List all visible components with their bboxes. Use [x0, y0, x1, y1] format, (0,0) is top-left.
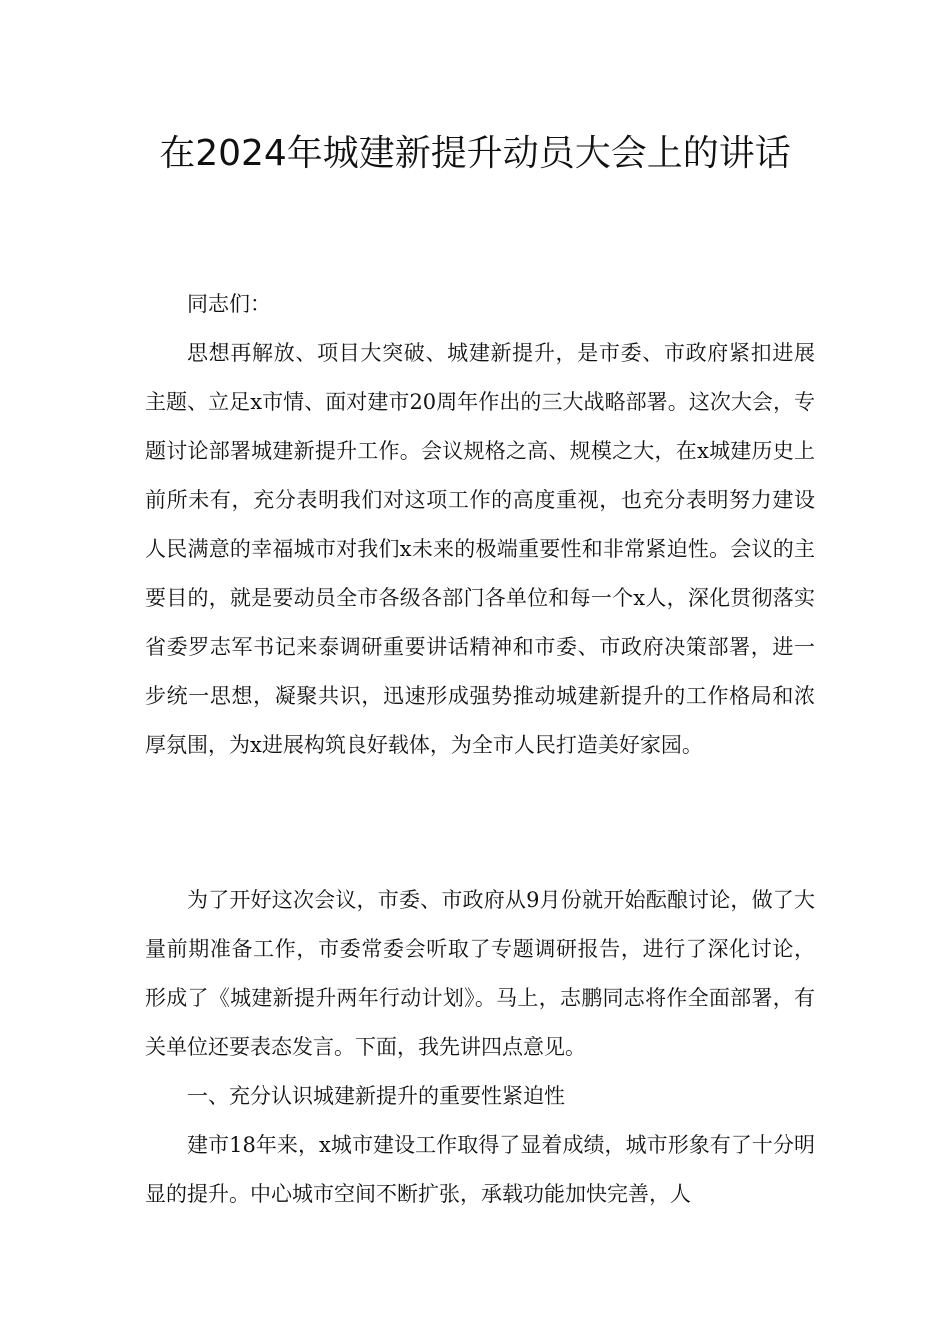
salutation: 同志们： [187, 292, 271, 316]
paragraph-intro: 思想再解放、项目大突破、城建新提升，是市委、市政府紧扣进展主题、立足x市情、面对建市20周年作出的三大战略部署。这次大会，专题讨论部署城建新提升工作。会议规格之高、规模之大，在x城建历史上前所未有，充分表明我们对这项工作的高度重视，也充分表明努力建设人民满意的幸福城市对我们x未来的极端重要性和非常紧迫性。会议的主要目的，就是要动员全市各级各部门各单位和每一个x人，深化贯彻落实省委罗志军书记来泰调研重要讲话精神和市委、市政府决策部署，进一步统一思想，凝聚共识，迅速形成强势推动城建新提升的工作格局和浓厚氛围，为x进展构筑良好载体，为全市人民打造美好家园。 [145, 341, 815, 757]
section-heading: 一、充分认识城建新提升的重要性紧迫性 [187, 1084, 565, 1108]
paragraph-achievements: 建市18年来，x城市建设工作取得了显着成绩，城市形象有了十分明显的提升。中心城市空间不断扩张，承载功能加快完善，人 [145, 1133, 815, 1206]
document-title: 在2024年城建新提升动员大会上的讲话 [159, 133, 791, 174]
paragraph-preparation: 为了开好这次会议，市委、市政府从9月份就开始酝酿讨论，做了大量前期准备工作，市委常委会听取了专题调研报告，进行了深化讨论，形成了《城建新提升两年行动计划》。马上，志鹏同志将作全面部署，有关单位还要表态发言。下面，我先讲四点意见。 [145, 888, 815, 1059]
